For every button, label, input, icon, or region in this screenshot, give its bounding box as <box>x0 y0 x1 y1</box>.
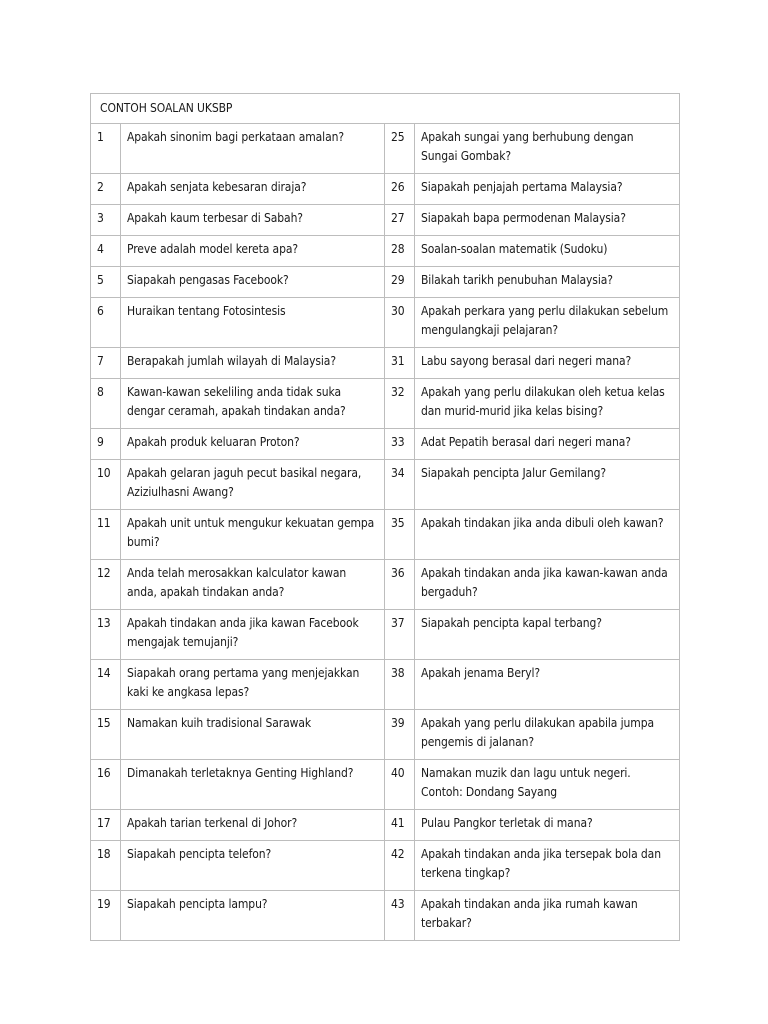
question-number-right: 39 <box>385 710 415 760</box>
question-text-left: Siapakah pengasas Facebook? <box>121 267 385 298</box>
question-number-right: 27 <box>385 205 415 236</box>
question-text-left: Siapakah pencipta telefon? <box>121 841 385 891</box>
question-text-right: Apakah yang perlu dilakukan oleh ketua kelas dan murid-murid jika kelas bising? <box>415 379 680 429</box>
table-row <box>91 610 680 660</box>
question-text-right: Adat Pepatih berasal dari negeri mana? <box>415 429 680 460</box>
question-text-left: Preve adalah model kereta apa? <box>121 236 385 267</box>
question-text-right: Siapakah bapa permodenan Malaysia? <box>415 205 680 236</box>
table-row <box>91 841 680 891</box>
table-title: CONTOH SOALAN UKSBP <box>91 94 680 124</box>
question-number-right: 35 <box>385 510 415 560</box>
question-number-left: 6 <box>91 298 121 348</box>
question-number-left: 2 <box>91 174 121 205</box>
question-number-right: 36 <box>385 560 415 610</box>
question-number-left: 7 <box>91 348 121 379</box>
question-text-right: Siapakah pencipta kapal terbang? <box>415 610 680 660</box>
question-text-left: Apakah tarian terkenal di Johor? <box>121 810 385 841</box>
question-number-right: 31 <box>385 348 415 379</box>
question-number-left: 1 <box>91 124 121 174</box>
question-text-left: Dimanakah terletaknya Genting Highland? <box>121 760 385 810</box>
question-text-right: Siapakah pencipta Jalur Gemilang? <box>415 460 680 510</box>
table-row <box>91 379 680 429</box>
question-text-left: Apakah senjata kebesaran diraja? <box>121 174 385 205</box>
question-number-right: 43 <box>385 891 415 941</box>
table-row <box>91 660 680 710</box>
question-text-right: Apakah tindakan jika anda dibuli oleh kawan? <box>415 510 680 560</box>
question-text-left: Kawan-kawan sekeliling anda tidak suka dengar ceramah, apakah tindakan anda? <box>121 379 385 429</box>
question-text-left: Apakah kaum terbesar di Sabah? <box>121 205 385 236</box>
table-row <box>91 891 680 941</box>
question-number-left: 5 <box>91 267 121 298</box>
question-table-body <box>91 94 680 941</box>
question-number-right: 42 <box>385 841 415 891</box>
question-text-right: Apakah jenama Beryl? <box>415 660 680 710</box>
table-title-row <box>91 94 680 124</box>
question-text-right: Apakah tindakan anda jika tersepak bola dan terkena tingkap? <box>415 841 680 891</box>
question-text-right: Siapakah penjajah pertama Malaysia? <box>415 174 680 205</box>
question-table <box>90 93 680 941</box>
question-number-right: 38 <box>385 660 415 710</box>
table-row <box>91 510 680 560</box>
question-number-right: 34 <box>385 460 415 510</box>
table-row <box>91 429 680 460</box>
table-row <box>91 460 680 510</box>
table-row <box>91 205 680 236</box>
question-number-left: 4 <box>91 236 121 267</box>
question-text-left: Apakah sinonim bagi perkataan amalan? <box>121 124 385 174</box>
table-row <box>91 810 680 841</box>
question-text-right: Apakah tindakan anda jika kawan-kawan anda bergaduh? <box>415 560 680 610</box>
question-number-left: 17 <box>91 810 121 841</box>
question-number-right: 32 <box>385 379 415 429</box>
table-row <box>91 267 680 298</box>
question-number-left: 18 <box>91 841 121 891</box>
question-text-left: Siapakah pencipta lampu? <box>121 891 385 941</box>
table-row <box>91 760 680 810</box>
question-number-right: 25 <box>385 124 415 174</box>
document-page <box>90 93 679 941</box>
table-row <box>91 710 680 760</box>
question-text-left: Berapakah jumlah wilayah di Malaysia? <box>121 348 385 379</box>
question-number-right: 28 <box>385 236 415 267</box>
question-number-right: 33 <box>385 429 415 460</box>
question-text-right: Bilakah tarikh penubuhan Malaysia? <box>415 267 680 298</box>
question-text-left: Anda telah merosakkan kalculator kawan anda, apakah tindakan anda? <box>121 560 385 610</box>
question-number-left: 14 <box>91 660 121 710</box>
question-text-right: Apakah yang perlu dilakukan apabila jumpa pengemis di jalanan? <box>415 710 680 760</box>
question-number-right: 40 <box>385 760 415 810</box>
question-number-right: 41 <box>385 810 415 841</box>
question-text-right: Apakah tindakan anda jika rumah kawan terbakar? <box>415 891 680 941</box>
question-text-left: Apakah tindakan anda jika kawan Facebook mengajak temujanji? <box>121 610 385 660</box>
question-number-left: 11 <box>91 510 121 560</box>
question-number-left: 3 <box>91 205 121 236</box>
table-row <box>91 560 680 610</box>
question-number-right: 30 <box>385 298 415 348</box>
question-text-right: Apakah perkara yang perlu dilakukan sebelum mengulangkaji pelajaran? <box>415 298 680 348</box>
table-row <box>91 174 680 205</box>
question-number-left: 13 <box>91 610 121 660</box>
question-number-left: 16 <box>91 760 121 810</box>
question-number-right: 37 <box>385 610 415 660</box>
question-text-left: Huraikan tentang Fotosintesis <box>121 298 385 348</box>
question-text-left: Namakan kuih tradisional Sarawak <box>121 710 385 760</box>
question-text-right: Apakah sungai yang berhubung dengan Sungai Gombak? <box>415 124 680 174</box>
question-number-left: 19 <box>91 891 121 941</box>
question-number-left: 8 <box>91 379 121 429</box>
question-text-left: Apakah unit untuk mengukur kekuatan gempa bumi? <box>121 510 385 560</box>
question-number-right: 29 <box>385 267 415 298</box>
question-number-left: 9 <box>91 429 121 460</box>
table-row <box>91 298 680 348</box>
question-text-left: Siapakah orang pertama yang menjejakkan kaki ke angkasa lepas? <box>121 660 385 710</box>
question-number-left: 15 <box>91 710 121 760</box>
question-text-right: Soalan-soalan matematik (Sudoku) <box>415 236 680 267</box>
table-row <box>91 348 680 379</box>
question-number-right: 26 <box>385 174 415 205</box>
question-text-left: Apakah produk keluaran Proton? <box>121 429 385 460</box>
question-text-left: Apakah gelaran jaguh pecut basikal negara, Aziziulhasni Awang? <box>121 460 385 510</box>
table-row <box>91 124 680 174</box>
table-row <box>91 236 680 267</box>
question-number-left: 12 <box>91 560 121 610</box>
question-text-right: Namakan muzik dan lagu untuk negeri. Contoh: Dondang Sayang <box>415 760 680 810</box>
question-text-right: Pulau Pangkor terletak di mana? <box>415 810 680 841</box>
question-number-left: 10 <box>91 460 121 510</box>
question-text-right: Labu sayong berasal dari negeri mana? <box>415 348 680 379</box>
